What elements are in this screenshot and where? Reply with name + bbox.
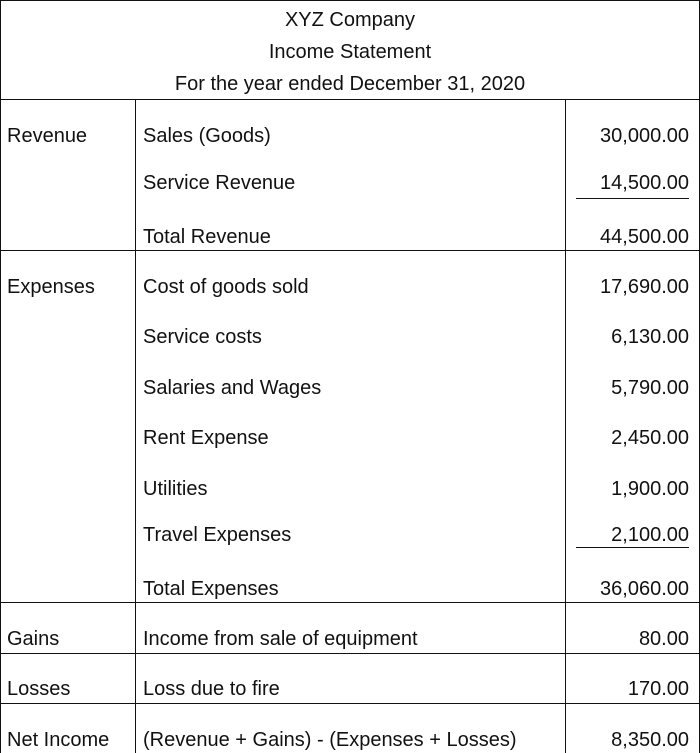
net-income-amount: 8,350.00	[611, 729, 689, 751]
statement-period: For the year ended December 31, 2020	[174, 73, 526, 95]
revenue-item-amount: 14,500.00	[600, 172, 689, 194]
expenses-subtotal-underline	[576, 547, 689, 548]
divider-gains	[0, 653, 700, 654]
expense-item-amount: 5,790.00	[611, 377, 689, 399]
expense-item-amount: 17,690.00	[600, 276, 689, 298]
column-divider-1	[135, 99, 136, 753]
statement-title: Income Statement	[268, 41, 432, 63]
border-top	[0, 0, 700, 1]
divider-revenue	[0, 250, 700, 251]
total-expenses-label: Total Expenses	[143, 578, 279, 600]
gains-item-name: Income from sale of equipment	[143, 628, 418, 650]
net-income-formula: (Revenue + Gains) - (Expenses + Losses)	[143, 729, 517, 751]
expense-item-name: Travel Expenses	[143, 524, 292, 546]
losses-amount: 170.00	[627, 678, 689, 700]
divider-header	[0, 99, 700, 100]
company-name: XYZ Company	[284, 9, 416, 31]
losses-label: Losses	[7, 678, 71, 700]
total-revenue-amount: 44,500.00	[600, 226, 689, 248]
expense-item-amount: 2,450.00	[611, 427, 689, 449]
expense-item-amount: 6,130.00	[611, 326, 689, 348]
expense-item-name: Salaries and Wages	[143, 377, 322, 399]
gains-amount: 80.00	[638, 628, 689, 650]
revenue-label: Revenue	[7, 125, 88, 147]
gains-label: Gains	[7, 628, 60, 650]
revenue-item-name: Service Revenue	[143, 172, 296, 194]
expense-item-name: Rent Expense	[143, 427, 269, 449]
total-expenses-amount: 36,060.00	[600, 578, 689, 600]
total-revenue-label: Total Revenue	[143, 226, 271, 248]
losses-item-name: Loss due to fire	[143, 678, 280, 700]
revenue-item-name: Sales (Goods)	[143, 125, 271, 147]
divider-expenses	[0, 602, 700, 603]
expense-item-name: Utilities	[143, 478, 208, 500]
expense-item-name: Cost of goods sold	[143, 276, 309, 298]
expense-item-name: Service costs	[143, 326, 262, 348]
border-left	[0, 0, 1, 753]
expenses-label: Expenses	[7, 276, 95, 298]
revenue-item-amount: 30,000.00	[600, 125, 689, 147]
column-divider-2	[565, 99, 566, 753]
expense-item-amount: 1,900.00	[611, 478, 689, 500]
revenue-subtotal-underline	[576, 198, 689, 199]
divider-losses	[0, 703, 700, 704]
expense-item-amount: 2,100.00	[611, 524, 689, 546]
net-income-label: Net Income	[7, 729, 110, 751]
